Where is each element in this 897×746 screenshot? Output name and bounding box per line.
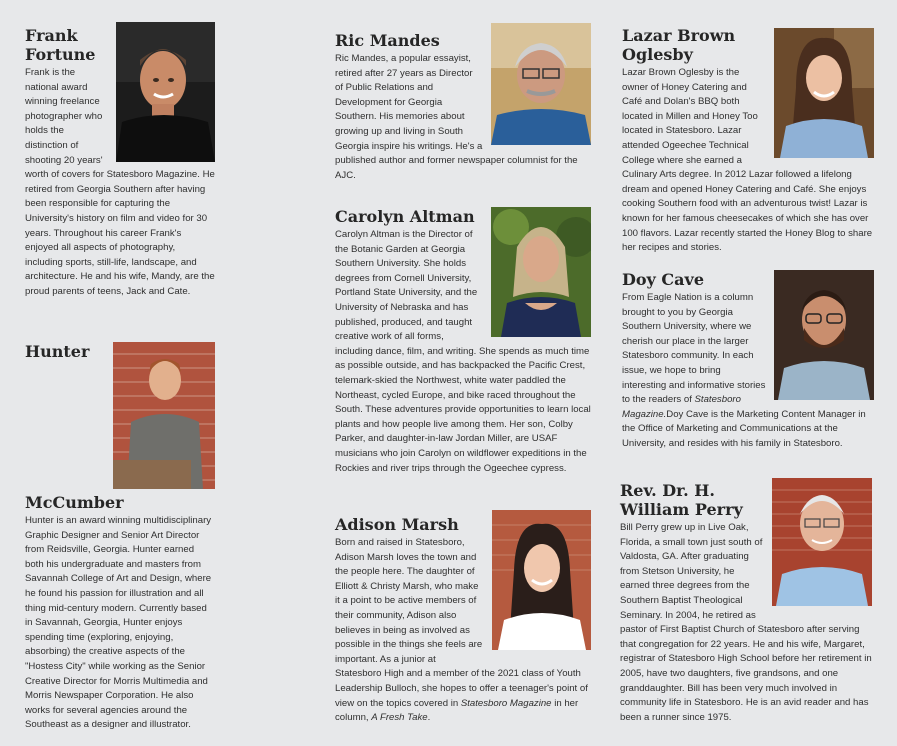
bio-carolyn-altman [335, 207, 591, 476]
lazar-brown-oglesby-name: Lazar Brown Oglesby [622, 26, 736, 64]
frank-fortune-name: Frank Fortune [25, 26, 96, 64]
william-perry-name: Rev. Dr. H. William Perry [620, 481, 743, 519]
adison-marsh-photo [492, 510, 591, 650]
bio-doy-cave [622, 270, 874, 452]
ric-mandes-text: Ric Mandes, a popular essayist, retired after 27 years as Director of Public Relations and Development for Georgia Southern. His memories about growing up and living in South Georgia inspire his writings. He's a published author and former newspaper columnist for the AJC. [335, 53, 578, 181]
bio-hunter-mccumber [25, 342, 215, 733]
william-perry-text: Bill Perry grew up in Live Oak, Florida, a small town just south of Valdosta, GA. After graduating from Stetson University, he earned three degrees from the Southern Baptist Theological Seminary. In 2004, he retired as pastor of First Baptist Church of Statesboro after serving that congregation for 22 years. He and his wife, Margaret, registrar of Statesboro High School before her retirement in 2005, have two daughters, five grandsons, and one granddaughter. Bill has been very much involved in community life in Statesboro. He is an avid reader and has been a runner since 1975. [620, 522, 872, 723]
hunter-mccumber-name: Hunter McCumber [25, 342, 124, 512]
frank-fortune-photo [116, 22, 215, 162]
frank-fortune-text: Frank is the national award winning freelance photographer who holds the distinction of shooting 20 years' worth of covers for Statesboro Magazine. He retired from Georgia Southern after having been responsible for capturing the University's history on film and video for 30 years. Throughout his career Frank's enjoyed all aspects of photography, including sports, still-life, landscape, and architecture. He and his wife, Mandy, are the proud parents of teens, Jack and Cate. [25, 67, 215, 297]
lazar-brown-oglesby-text: Lazar Brown Oglesby is the owner of Honey Catering and Café and Dolan's BBQ both located in Millen and Honey Too located in Statesboro. Lazar attended Ogeechee Technical College where she earned a Culinary Arts degree. In 2012 Lazar followed a lifelong dream and opened Honey Catering and Café. She enjoys cooking Southern food with an adventurous twist! Lazar is known for her famous cheesecakes of which she has over 100 flavors. Lazar recently started the Honey Blog to share her recipes and stories. [622, 67, 873, 254]
hunter-mccumber-photo [113, 342, 215, 489]
adison-marsh-name: Adison Marsh [335, 515, 459, 534]
bio-lazar-brown-oglesby [622, 26, 874, 256]
doy-cave-photo [774, 270, 874, 400]
lazar-brown-oglesby-photo [774, 28, 874, 158]
adison-marsh-text: Born and raised in Statesboro, Adison Marsh loves the town and the people here. The daughter of Elliott & Christy Marsh, who make it a point to be active members of their community, Adison also believes in being as involved as possible in the things she feels are important. As a junior at Statesboro High and a member of the 2021 class of Youth Leadership Bulloch, she hopes to offer a teenager's point of view on the topics covered in Statesboro Magazine in her column, A Fresh Take. [335, 537, 588, 724]
bio-ric-mandes [335, 31, 591, 183]
doy-cave-text: From Eagle Nation is a column brought to you by Georgia Southern University, where we cherish our place in the larger Statesboro community. In each issue, we hope to bring interesting and informative stories to the readers of Statesboro Magazine.Doy Cave is the Marketing Content Manager in the Office of Marketing and Communications at the University, and resides with his family in Statesboro. [622, 292, 866, 449]
doy-cave-name: Doy Cave [622, 270, 704, 289]
bio-william-perry [620, 481, 872, 725]
william-perry-photo [772, 478, 872, 606]
ric-mandes-photo [491, 23, 591, 145]
carolyn-altman-name: Carolyn Altman [335, 207, 475, 226]
hunter-mccumber-text: Hunter is an award winning multidisciplinary Graphic Designer and Senior Art Director from Reidsville, Georgia. Hunter earned both his undergraduate and masters from Savannah College of Art and Design, where he found his passion for illustration and all thing mid-century modern. Currently based in Savannah, Georgia, Hunter enjoys spending time (exploring, enjoying, absorbing) the creative aspects of the "Hostess City" while working as the Senior Creative Director for Morris Multimedia and Morris Newspaper Corporation. He also works for several agencies around the Southeast as a designer and illustrator. [25, 515, 212, 731]
carolyn-altman-photo [491, 207, 591, 337]
bio-frank-fortune [25, 26, 215, 300]
bio-adison-marsh [335, 515, 591, 726]
ric-mandes-name: Ric Mandes [335, 31, 440, 50]
carolyn-altman-text: Carolyn Altman is the Director of the Botanic Garden at Georgia Southern University. She holds degrees from Cornell University, Portland State University, and the University of Nebraska and has published, produced, and taught creative work of all forms, including dance, film, and writing. She spends as much time as possible outside, and has backpacked the Pacific Crest, telemark-skied the Northwest, white water paddled the Northeast, cycled Europe, and bike raced throughout the South. These adventures provide opportunities to learn local plants and how people live among them. Her son, Colby Parker, and daughter-in-law Jordan Miller, are USAF musicians who join Carolyn on wildflower expeditions in the Rockies and river trips through the Ogeechee cypress. [335, 229, 591, 474]
